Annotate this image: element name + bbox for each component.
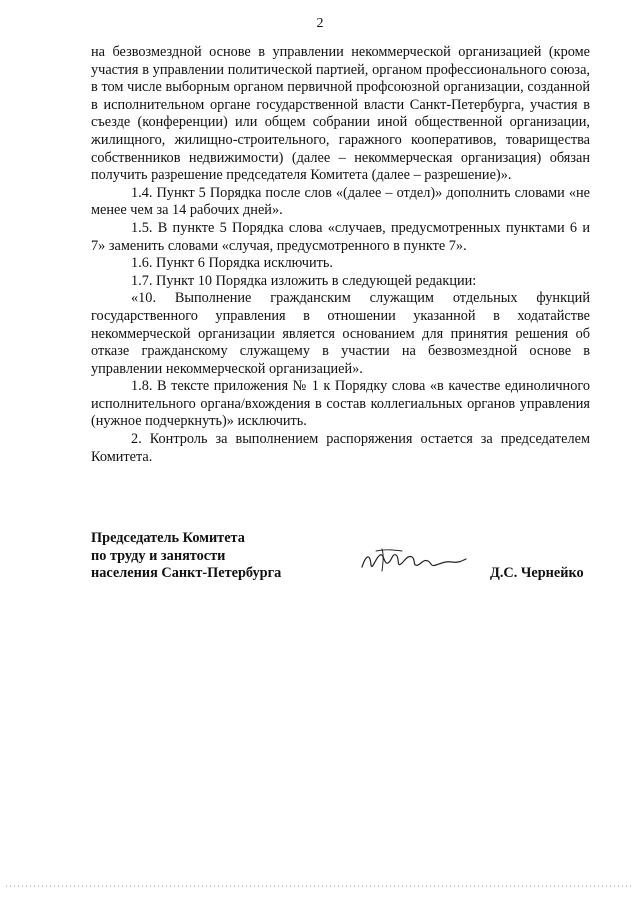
handwritten-signature bbox=[358, 545, 470, 577]
position-line-1: Председатель Комитета bbox=[91, 530, 245, 546]
item-1-7: 1.7. Пункт 10 Порядка изложить в следующей редакции: bbox=[131, 272, 477, 289]
item-1-7-new-text: «10. Выполнение гражданским служащим отдельных функций государственного управления в отношении указанной в ходатайстве некоммерческой организации является основанием для принятия решения об отказе гражданскому служащему в участии на безвозмездной основе в управлении некоммерческой организацией». bbox=[91, 290, 590, 377]
position-line-2: по труду и занятости bbox=[91, 547, 226, 564]
item-1-8: 1.8. В тексте приложения № 1 к Порядку слова «в качестве единоличного исполнительного органа/вхождения в состав коллегиальных органов управления (нужное подчеркнуть)» исключить. bbox=[91, 378, 590, 430]
page-number: 2 bbox=[316, 16, 324, 31]
item-1-5: 1.5. В пункте 5 Порядка слова «случаев, предусмотренных пунктами 6 и 7» заменить словами «случая, предусмотренного в пункте 7». bbox=[91, 219, 590, 254]
item-1-4: 1.4. Пункт 5 Порядка после слов «(далее – отдел)» дополнить словами «не менее чем за 14 рабочих дней». bbox=[91, 184, 590, 219]
document-body bbox=[91, 44, 590, 466]
signatory-position bbox=[91, 530, 281, 583]
signatory-name: Д.С. Чернейко bbox=[490, 565, 584, 581]
position-line-3: населения Санкт-Петербурга bbox=[91, 565, 282, 582]
item-1-6: 1.6. Пункт 6 Порядка исключить. bbox=[131, 255, 333, 272]
scan-artifact-line bbox=[0, 880, 640, 892]
item-2: 2. Контроль за выполнением распоряжения остается за председателем Комитета. bbox=[91, 431, 590, 465]
paragraph-continuation: на безвозмездной основе в управлении некоммерческой организацией (кроме участия в управлении политической партией, органом профессионального союза, в том числе выборным органом первичной профсоюзной организации, созданной в исполнительном органе государственной власти Санкт-Петербурга, участия в съезде (конференции) или общем собрании иной общественной организации, жилищного, жилищно-строительного, гаражного кооперативов, товарищества собственников недвижимости) (далее – некоммерческая организация) обязан получить разрешение председателя Комитета (далее – разрешение)». bbox=[91, 44, 590, 184]
